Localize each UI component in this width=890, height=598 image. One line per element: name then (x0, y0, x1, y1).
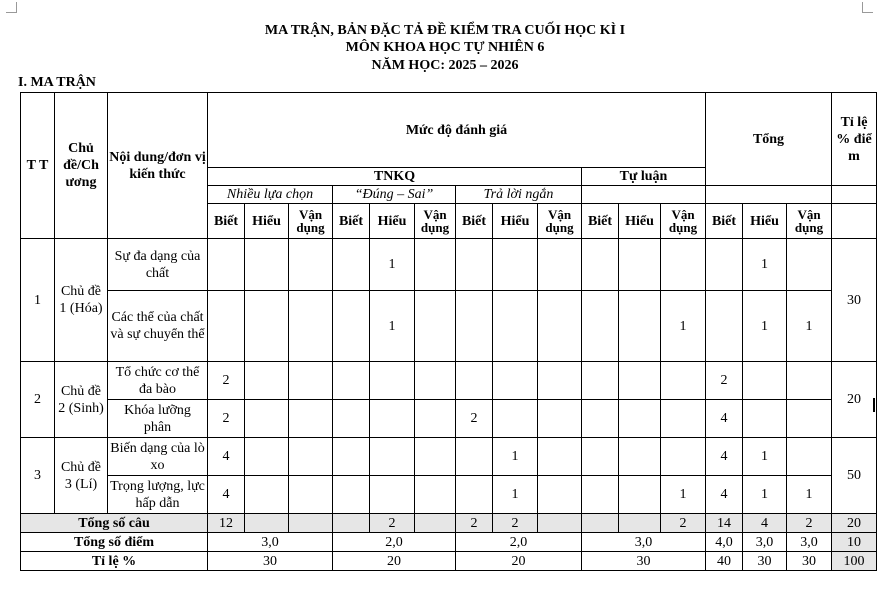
cell-chu-de: Chủ đề 1 (Hóa) (55, 239, 108, 362)
cell-value (582, 438, 619, 476)
cell-value (415, 438, 456, 476)
header-ti-le: Tỉ lệ % điể m (832, 93, 877, 186)
cell-noi-dung: Sự đa dạng của chất (108, 239, 208, 291)
cell-value (619, 400, 661, 438)
cell-value (706, 291, 743, 362)
cell-value: 1 (743, 438, 787, 476)
total-questions-value: 12 (208, 514, 245, 533)
cell-value (245, 291, 289, 362)
header-dung-sai: “Đúng – Sai” (333, 186, 456, 204)
cell-value (538, 476, 582, 514)
cell-value (619, 476, 661, 514)
cell-value: 1 (661, 476, 706, 514)
cell-value (582, 476, 619, 514)
cell-value (538, 362, 582, 400)
cell-value (582, 291, 619, 362)
cell-value (493, 239, 538, 291)
total-questions-row (21, 514, 877, 533)
header-level-hieu: Hiểu (370, 204, 415, 239)
table-row (21, 400, 877, 438)
cell-value (289, 239, 333, 291)
cell-value (582, 362, 619, 400)
header-level-hieu: Hiểu (619, 204, 661, 239)
header-level-biet: Biết (208, 204, 245, 239)
cell-noi-dung: Các thể của chất và sự chuyển thể (108, 291, 208, 362)
header-tong-blank (706, 186, 832, 204)
cell-value: 4 (208, 476, 245, 514)
cell-value (538, 400, 582, 438)
total-questions-value: 2 (787, 514, 832, 533)
cell-value (370, 400, 415, 438)
cell-value (415, 400, 456, 438)
cell-value (538, 291, 582, 362)
header-level-van-dung: Vận dụng (415, 204, 456, 239)
cell-value (245, 362, 289, 400)
header-level-biet: Biết (333, 204, 370, 239)
cell-value (415, 291, 456, 362)
cell-value (619, 438, 661, 476)
table-row (21, 438, 877, 476)
header-ti-le-blank (832, 186, 877, 204)
cell-value (456, 239, 493, 291)
cell-value (619, 239, 661, 291)
cell-value (661, 400, 706, 438)
total-ratio-biet: 40 (706, 552, 743, 571)
total-points-biet: 4,0 (706, 533, 743, 552)
cell-value (787, 400, 832, 438)
cell-ti-le: 20 (832, 362, 877, 438)
header-level-biet: Biết (582, 204, 619, 239)
cell-value: 1 (787, 476, 832, 514)
cell-noi-dung: Khóa lưỡng phân (108, 400, 208, 438)
header-tnkq: TNKQ (208, 168, 582, 186)
text-cursor (873, 398, 875, 412)
cell-value (661, 239, 706, 291)
cell-value (493, 362, 538, 400)
total-ratio-row (21, 552, 877, 571)
total-ratio-nlc: 30 (208, 552, 333, 571)
total-points-label: Tổng số điểm (21, 533, 208, 552)
total-questions-value (582, 514, 619, 533)
total-questions-value: 2 (661, 514, 706, 533)
cell-value (619, 362, 661, 400)
cell-value: 4 (706, 476, 743, 514)
cell-value (289, 291, 333, 362)
header-muc-do-danh-gia: Mức độ đánh giá (208, 93, 706, 168)
cell-value (456, 438, 493, 476)
cell-noi-dung: Tổ chức cơ thể đa bào (108, 362, 208, 400)
cell-value: 4 (208, 438, 245, 476)
cell-value (333, 239, 370, 291)
cell-value: 2 (706, 362, 743, 400)
total-questions-value (333, 514, 370, 533)
doc-title: MA TRẬN, BẢN ĐẶC TẢ ĐỀ KIỂM TRA CUỐI HỌC KÌ I (264, 23, 626, 38)
cell-value (333, 476, 370, 514)
total-ratio-tl: 30 (582, 552, 706, 571)
cell-ti-le: 50 (832, 438, 877, 514)
cell-value (619, 291, 661, 362)
cell-value (787, 438, 832, 476)
cell-value (289, 438, 333, 476)
total-ratio-hieu: 30 (743, 552, 787, 571)
cell-value (787, 239, 832, 291)
total-questions-value: 14 (706, 514, 743, 533)
total-ratio-ti-le: 100 (832, 552, 877, 571)
cell-value (661, 362, 706, 400)
cell-value (245, 239, 289, 291)
header-level-biet: Biết (706, 204, 743, 239)
total-ratio-label: Tỉ lệ % (21, 552, 208, 571)
cell-value (370, 362, 415, 400)
total-questions-value (538, 514, 582, 533)
cell-value (493, 291, 538, 362)
cell-value (245, 400, 289, 438)
cell-value (289, 362, 333, 400)
total-ratio-vd: 30 (787, 552, 832, 571)
table-row (21, 239, 877, 291)
cell-value: 2 (208, 362, 245, 400)
total-points-ds: 2,0 (333, 533, 456, 552)
total-questions-value: 2 (493, 514, 538, 533)
cell-value: 1 (743, 476, 787, 514)
table-row (21, 476, 877, 514)
cell-value (208, 291, 245, 362)
cell-value (456, 476, 493, 514)
cell-value: 1 (493, 438, 538, 476)
cell-value: 1 (787, 291, 832, 362)
cell-value (456, 362, 493, 400)
cell-value: 2 (208, 400, 245, 438)
cell-value (333, 362, 370, 400)
doc-school-year: NĂM HỌC: 2025 – 2026 (371, 58, 519, 73)
cell-value (706, 239, 743, 291)
cell-value: 2 (456, 400, 493, 438)
cell-value: 1 (743, 291, 787, 362)
header-level-hieu: Hiểu (743, 204, 787, 239)
cell-value: 1 (370, 239, 415, 291)
cell-value (415, 362, 456, 400)
header-level-biet: Biết (456, 204, 493, 239)
cell-value (582, 400, 619, 438)
cell-ti-le: 30 (832, 239, 877, 362)
total-points-ti-le: 10 (832, 533, 877, 552)
cell-value (289, 476, 333, 514)
total-ratio-tln: 20 (456, 552, 582, 571)
table-row (21, 291, 877, 362)
total-ratio-ds: 20 (333, 552, 456, 571)
cell-value (333, 291, 370, 362)
cell-value (582, 239, 619, 291)
header-nhieu-lua-chon: Nhiều lựa chọn (208, 186, 333, 204)
cell-noi-dung: Biến dạng của lò xo (108, 438, 208, 476)
doc-subject: MÔN KHOA HỌC TỰ NHIÊN 6 (345, 40, 545, 55)
cell-value (456, 291, 493, 362)
header-level-van-dung: Vận dụng (289, 204, 333, 239)
cell-value (538, 239, 582, 291)
cell-value (245, 476, 289, 514)
cell-value (538, 438, 582, 476)
cell-tt: 3 (21, 438, 55, 514)
total-questions-value: 4 (743, 514, 787, 533)
header-tu-luan: Tự luận (582, 168, 706, 186)
header-tt: T T (21, 93, 55, 239)
total-points-hieu: 3,0 (743, 533, 787, 552)
cell-chu-de: Chủ đề 3 (Lí) (55, 438, 108, 514)
cell-value: 4 (706, 438, 743, 476)
header-level-van-dung: Vận dụng (661, 204, 706, 239)
cell-value: 1 (743, 239, 787, 291)
total-points-tl: 3,0 (582, 533, 706, 552)
cell-value (415, 476, 456, 514)
total-points-vd: 3,0 (787, 533, 832, 552)
cell-value: 1 (661, 291, 706, 362)
total-questions-value: 20 (832, 514, 877, 533)
total-points-row (21, 533, 877, 552)
total-questions-value: 2 (456, 514, 493, 533)
cell-value (370, 476, 415, 514)
total-questions-value (245, 514, 289, 533)
total-questions-value (289, 514, 333, 533)
cell-value: 1 (370, 291, 415, 362)
total-points-nlc: 3,0 (208, 533, 333, 552)
cell-chu-de: Chủ đề 2 (Sinh) (55, 362, 108, 438)
total-questions-value (415, 514, 456, 533)
cell-value: 1 (493, 476, 538, 514)
header-chu-de: Chủ đề/Ch ương (55, 93, 108, 239)
cell-noi-dung: Trọng lượng, lực hấp dẫn (108, 476, 208, 514)
header-level-van-dung: Vận dụng (787, 204, 832, 239)
cell-value (415, 239, 456, 291)
cell-value (333, 400, 370, 438)
cell-value (787, 362, 832, 400)
page-corner-mark-right (862, 2, 873, 13)
assessment-matrix-table (20, 92, 877, 571)
page-corner-mark-left (6, 2, 17, 13)
header-noi-dung: Nội dung/đơn vị kiến thức (108, 93, 208, 239)
cell-value (743, 362, 787, 400)
total-questions-label: Tổng số câu (21, 514, 208, 533)
header-ti-le-blank (832, 204, 877, 239)
header-level-van-dung: Vận dụng (538, 204, 582, 239)
table-row (21, 362, 877, 400)
header-level-hieu: Hiểu (493, 204, 538, 239)
cell-value (245, 438, 289, 476)
header-level-hieu: Hiểu (245, 204, 289, 239)
section-heading: I. MA TRẬN (18, 75, 96, 90)
total-questions-value (619, 514, 661, 533)
cell-value (208, 239, 245, 291)
total-points-tln: 2,0 (456, 533, 582, 552)
cell-value (743, 400, 787, 438)
cell-value (370, 438, 415, 476)
header-tra-loi-ngan: Trả lời ngắn (456, 186, 582, 204)
header-tong: Tổng (706, 93, 832, 186)
cell-value: 4 (706, 400, 743, 438)
cell-tt: 1 (21, 239, 55, 362)
total-questions-value: 2 (370, 514, 415, 533)
cell-value (333, 438, 370, 476)
cell-value (289, 400, 333, 438)
cell-value (661, 438, 706, 476)
cell-tt: 2 (21, 362, 55, 438)
header-tu-luan-blank (582, 186, 706, 204)
cell-value (493, 400, 538, 438)
